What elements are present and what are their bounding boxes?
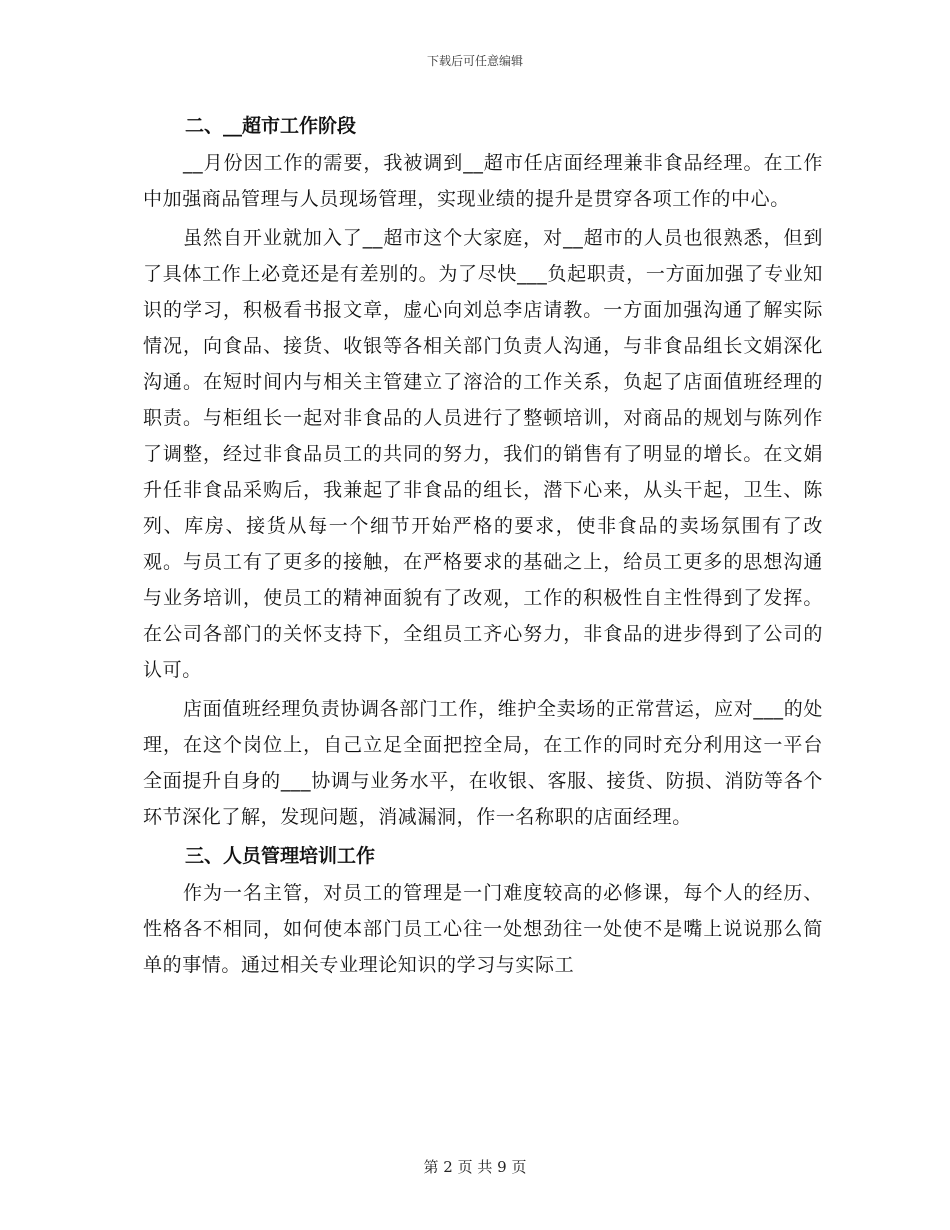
section-heading: 二、__超市工作阶段: [185, 115, 357, 137]
page-header-note: 下载后可任意编辑: [426, 54, 523, 68]
paragraph: 作为一名主管，对员工的管理是一门难度较高的必修课，每个人的经历、性格各不相同，如何使本部门员工心往一处想劲往一处使不是嘴上说说那么简单的事情。通过相关专业理论知识的学习与实际工: [143, 882, 823, 976]
section-heading: 三、人员管理培训工作: [185, 845, 376, 867]
page-number: 第 2 页 共 9 页: [423, 1158, 527, 1176]
paragraph: __月份因工作的需要，我被调到__超市任店面经理兼非食品经理。在工作中加强商品管理与人员现场管理，实现业绩的提升是贯穿各项工作的中心。: [143, 152, 823, 210]
document-body: [143, 108, 823, 986]
paragraph: 虽然自开业就加入了__超市这个大家庭，对__超市的人员也很熟悉，但到了具体工作上必竟还是有差别的。为了尽快___负起职责，一方面加强了专业知识的学习，积极看书报文章，虚心向刘总李店请教。一方面加强沟通了解实际情况，向食品、接货、收银等各相关部门负责人沟通，与非食品组长文娟深化沟通。在短时间内与相关主管建立了溶洽的工作关系，负起了店面值班经理的职责。与柜组长一起对非食品的人员进行了整顿培训，对商品的规划与陈列作了调整，经过非食品员工的共同的努力，我们的销售有了明显的增长。在文娟升任非食品采购后，我兼起了非食品的组长，潜下心来，从头干起，卫生、陈列、库房、接货从每一个细节开始严格的要求，使非食品的卖场氛围有了改观。与员工有了更多的接触，在严格要求的基础之上，给员工更多的思想沟通与业务培训，使员工的精神面貌有了改观，工作的积极性自主性得到了发挥。在公司各部门的关怀支持下，全组员工齐心努力，非食品的进步得到了公司的认可。: [143, 227, 823, 681]
paragraph: 店面值班经理负责协调各部门工作，维护全卖场的正常营运，应对___的处理，在这个岗位上，自己立足全面把控全局，在工作的同时充分利用这一平台全面提升自身的___协调与业务水平，在收银、客服、接货、防损、消防等各个环节深化了解，发现问题，消减漏洞，作一名称职的店面经理。: [143, 698, 823, 828]
